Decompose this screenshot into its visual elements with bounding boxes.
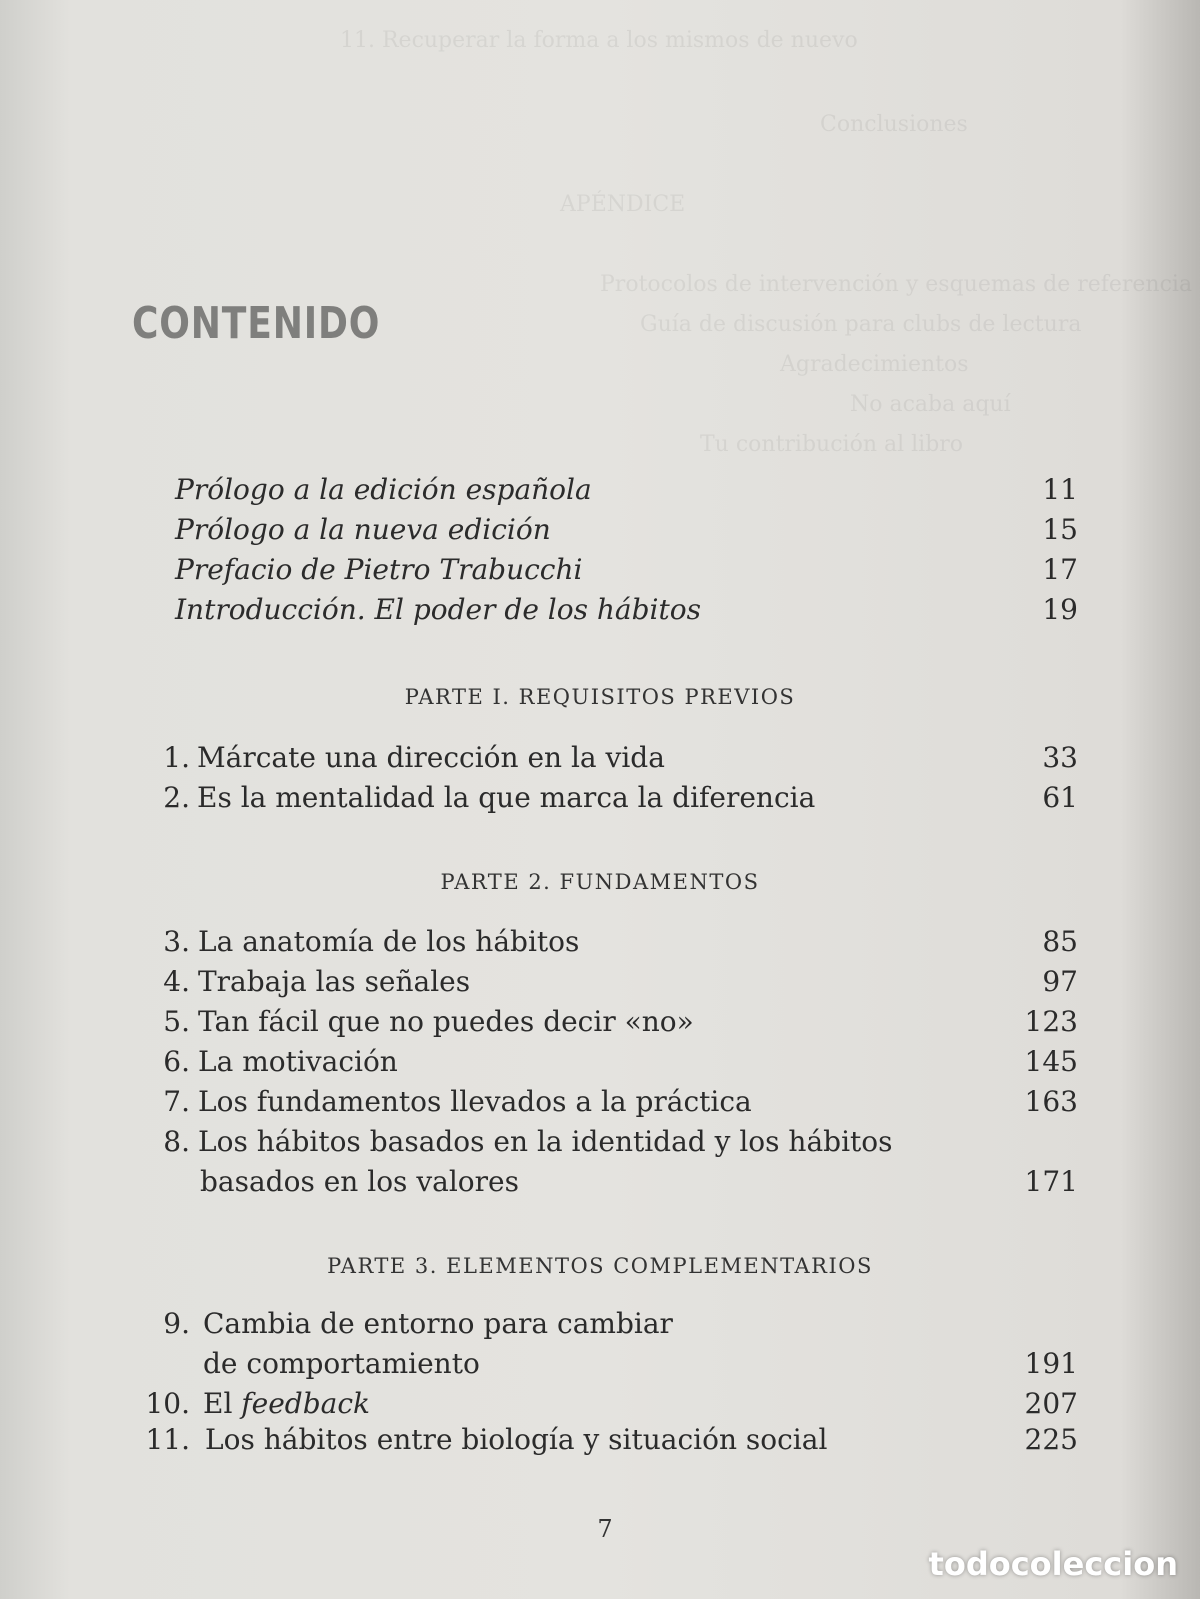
show-through-text: Agradecimientos [780, 352, 969, 377]
toc-entry [0, 592, 1200, 628]
entry-page: 11 [1042, 473, 1078, 506]
part-heading: PARTE 3. ELEMENTOS COMPLEMENTARIOS [327, 1254, 873, 1278]
entry-page: 19 [1042, 593, 1078, 626]
entry-page: 191 [1024, 1347, 1078, 1380]
chapter-title [203, 1386, 370, 1422]
toc-entry-continuation [0, 1346, 1200, 1382]
entry-page: 85 [1042, 925, 1078, 958]
toc-entry [0, 1004, 1200, 1040]
chapter-title: La anatomía de los hábitos [198, 925, 580, 958]
chapter-number: 2. [163, 781, 190, 814]
entry-page: 17 [1042, 553, 1078, 586]
entry-page: 163 [1024, 1085, 1078, 1118]
entry-page: 225 [1024, 1423, 1078, 1456]
chapter-title-continuation: de comportamiento [203, 1347, 480, 1380]
toc-entry [0, 472, 1200, 508]
chapter-title: Es la mentalidad la que marca la diferencia [197, 781, 816, 814]
entry-page: 15 [1042, 513, 1078, 546]
chapter-number: 1. [163, 741, 190, 774]
chapter-title: Cambia de entorno para cambiar [203, 1307, 673, 1340]
chapter-title: Márcate una dirección en la vida [197, 741, 665, 774]
chapter-number: 6. [163, 1045, 190, 1078]
part-heading: PARTE I. REQUISITOS PREVIOS [404, 685, 796, 709]
entry-page: 123 [1024, 1005, 1078, 1038]
toc-entry [0, 1124, 1200, 1160]
entry-page: 33 [1042, 741, 1078, 774]
toc-entry [0, 924, 1200, 960]
chapter-number: 9. [163, 1307, 190, 1340]
toc-entry [0, 1084, 1200, 1120]
chapter-number: 3. [163, 925, 190, 958]
chapter-number: 5. [163, 1005, 190, 1038]
toc-entry [0, 1386, 1200, 1422]
toc-entry [0, 740, 1200, 776]
chapter-title: Tan fácil que no puedes decir «no» [198, 1005, 694, 1038]
toc-entry [0, 1044, 1200, 1080]
page-number: 7 [597, 1515, 613, 1543]
entry-title: Prólogo a la nueva edición [175, 513, 551, 546]
chapter-number: 11. [145, 1423, 190, 1456]
show-through-text: APÉNDICE [560, 192, 686, 217]
entry-page: 171 [1024, 1165, 1078, 1198]
chapter-number: 10. [145, 1387, 190, 1420]
chapter-title: Los hábitos entre biología y situación social [205, 1423, 828, 1456]
show-through-text: Conclusiones [820, 112, 968, 137]
chapter-number: 8. [163, 1125, 190, 1158]
entry-title: Introducción. El poder de los hábitos [175, 593, 701, 626]
toc-entry [0, 964, 1200, 1000]
show-through-text: 11. Recuperar la forma a los mismos de nuevo [340, 28, 858, 53]
chapter-number: 4. [163, 965, 190, 998]
toc-entry [0, 1306, 1200, 1342]
entry-page: 207 [1024, 1387, 1078, 1420]
watermark-logo: todocoleccion [928, 1545, 1178, 1583]
entry-page: 61 [1042, 781, 1078, 814]
chapter-number: 7. [163, 1085, 190, 1118]
entry-title: Prefacio de Pietro Trabucchi [175, 553, 583, 586]
entry-page: 97 [1042, 965, 1078, 998]
show-through-text: Tu contribución al libro [700, 432, 964, 457]
chapter-title-prefix: El [203, 1387, 242, 1420]
toc-entry [0, 512, 1200, 548]
chapter-title: La motivación [198, 1045, 398, 1078]
chapter-title: Los fundamentos llevados a la práctica [198, 1085, 752, 1118]
entry-title: Prólogo a la edición española [175, 473, 592, 506]
page-title: CONTENIDO [132, 298, 381, 349]
part-heading: PARTE 2. FUNDAMENTOS [440, 870, 760, 894]
toc-entry [0, 552, 1200, 588]
show-through-text: Protocolos de intervención y esquemas de referencia [600, 272, 1193, 297]
chapter-title: Trabaja las señales [198, 965, 471, 998]
toc-entry [0, 780, 1200, 816]
show-through-text: Guía de discusión para clubs de lectura [640, 312, 1082, 337]
chapter-title-italic: feedback [241, 1387, 370, 1420]
chapter-title: Los hábitos basados en la identidad y los hábitos [198, 1125, 893, 1158]
chapter-title-continuation: basados en los valores [200, 1165, 519, 1198]
toc-entry-continuation [0, 1164, 1200, 1200]
show-through-text: No acaba aquí [850, 392, 1011, 417]
toc-entry [0, 1422, 1200, 1458]
entry-page: 145 [1024, 1045, 1078, 1078]
